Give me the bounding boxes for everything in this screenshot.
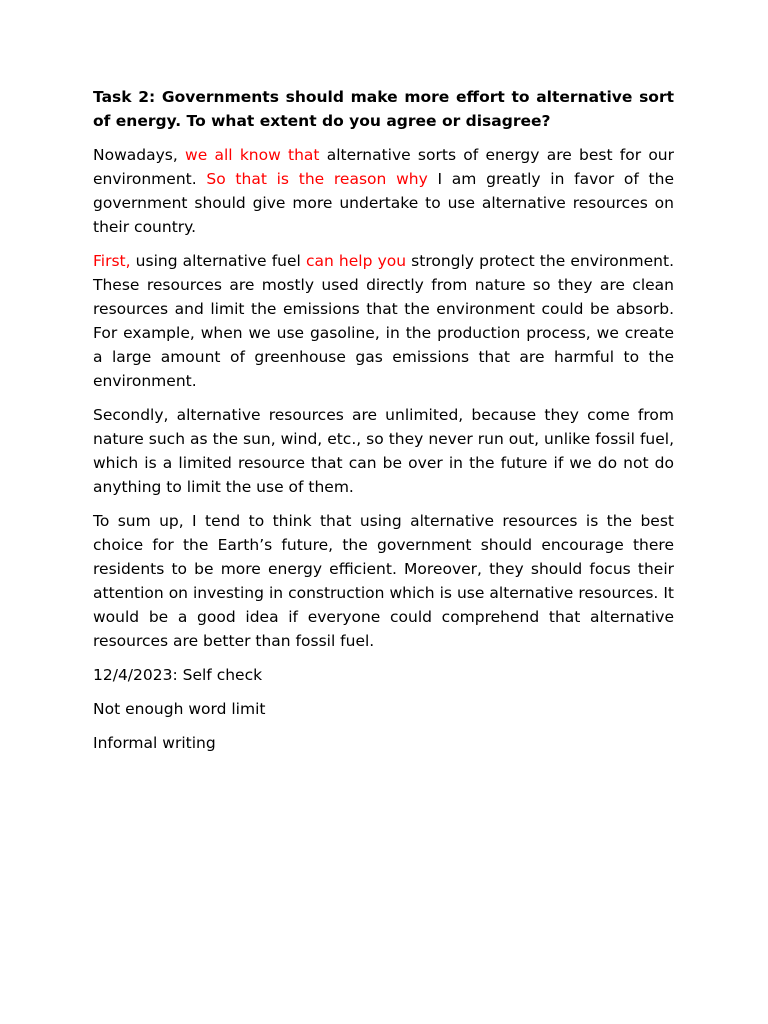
paragraph-first xyxy=(93,249,674,393)
essay-body xyxy=(93,143,674,653)
highlighted-phrase: So that is the reason why xyxy=(206,170,428,188)
text-segment: Secondly, alternative resources are unlimited, because they come from nature such as the sun, wind, etc., so they never run out, unlike fossil fuel, which is a limited resource that can be over in the future if we do not do anything to limit the use of them. xyxy=(93,406,674,496)
text-segment: using alternative fuel xyxy=(130,252,306,270)
note-word-limit: Not enough word limit xyxy=(93,700,266,718)
paragraph-second xyxy=(93,403,674,499)
text-segment: alternative sorts of energy are best for our environment. xyxy=(93,146,675,188)
paragraph-intro xyxy=(93,143,674,239)
note-date-line: 12/4/2023: Self check xyxy=(93,666,263,684)
text-segment: I am greatly in favor of the government should give more undertake to use alternative resources on their country. xyxy=(93,170,674,236)
text-segment: Nowadays, xyxy=(93,146,186,164)
self-check-notes xyxy=(93,663,674,755)
highlighted-phrase: First, xyxy=(93,252,131,270)
note-informal-writing: Informal writing xyxy=(93,734,216,752)
document-page xyxy=(93,85,674,765)
paragraph-conclusion xyxy=(93,509,674,653)
task-title: Task 2: Governments should make more effort to alternative sort of energy. To what extent do you agree or disagree? xyxy=(93,88,674,130)
text-segment: To sum up, I tend to think that using alternative resources is the best choice for the Earth’s future, the government should encourage there residents to be more energy efficient. Moreover, they should focus their attention on investing in construction which is use alternative resources. It would be a good idea if everyone could comprehend that alternative resources are better than fossil fuel. xyxy=(93,512,674,650)
highlighted-phrase: we all know that xyxy=(185,146,320,164)
text-segment: strongly protect the environment. These resources are mostly used directly from nature so they are clean resources and limit the emissions that the environment could be absorb. For example, when we use gasoline, in the production process, we create a large amount of greenhouse gas emissions that are harmful to the environment. xyxy=(93,252,674,390)
highlighted-phrase: can help you xyxy=(305,252,407,270)
